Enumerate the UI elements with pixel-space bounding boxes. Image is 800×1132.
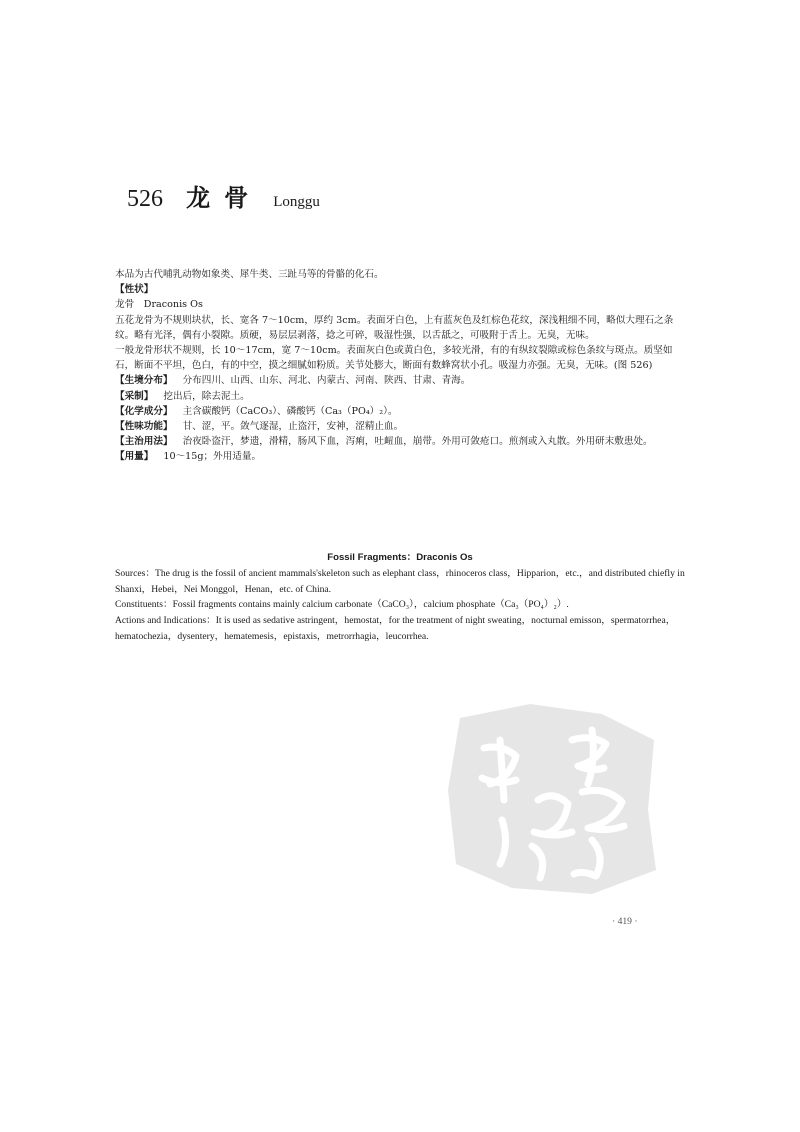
section-text: 挖出后，除去泥土。 <box>163 390 250 402</box>
section-label: 【采制】 <box>115 390 154 402</box>
english-actions: Actions and Indications：It is used as sedative astringent，hemostat，for the treatment of night sweating，nocturnal emisson，spermatorrhea，hematochezia，dysentery，hematemesis，epistaxis，metrorrhagia，leucorrhea. <box>115 615 676 642</box>
specimen-name: 龙骨 Draconis Os <box>115 299 203 311</box>
english-sources: Sources：The drug is the fossil of ancient mammals'skeleton such as elephant class，rhinoceros class，Hipparion，etc.，and distributed chiefly in Shanxi，Hebei，Nei Monggol，Henan，etc. of China. <box>115 567 685 595</box>
page-number: · 419 · <box>612 916 638 927</box>
description-wuhua: 五花龙骨为不规则块状，长、宽各 7～10cm，厚约 3cm。表面牙白色，上有蓝灰色及红棕色花纹，深浅粗细不同，略似大理石之条纹。略有光泽，偶有小裂隙。质硬，易层层剥落，捻之可碎，吸湿性强，以舌舐之，可吸附于舌上。无臭，无味。 <box>115 314 674 341</box>
english-constituents: Constituents：Fossil fragments contains mainly calcium carbonate（CaCO₃），calcium phosphate（Ca₃（PO₄）₂）. <box>115 599 569 611</box>
section-text: 分布四川、山西、山东、河北、内蒙古、河南、陕西、甘肃、青海。 <box>182 375 471 387</box>
section-label: 【性味功能】 <box>115 421 173 433</box>
chinese-body <box>115 267 675 465</box>
english-title: Fossil Fragments：Draconis Os <box>327 552 473 563</box>
seal-stamp-image <box>442 700 662 900</box>
section-text: 主含碳酸钙（CaCO₃）、磷酸钙（Ca₃（PO₄）₂）。 <box>182 405 398 417</box>
section-text: 甘、涩，平。敛气逐湿，止盗汗，安神，涩精止血。 <box>182 421 404 433</box>
entry-title-pinyin: Longgu <box>273 194 320 210</box>
section-dosage <box>115 449 675 464</box>
section-text: 治夜卧盗汗，梦遗，滑精，肠风下血，泻痢，吐衄血，崩带。外用可敛疮口。煎剂或入丸散。外用研末敷患处。 <box>182 436 653 448</box>
section-indications <box>115 434 675 449</box>
section-label: 【用量】 <box>115 451 154 463</box>
section-label: 【生境分布】 <box>115 375 173 387</box>
section-properties <box>115 419 675 434</box>
entry-title-chinese: 龙骨 <box>186 184 263 212</box>
section-chemistry <box>115 404 675 419</box>
section-text: 10～15g；外用适量。 <box>163 451 262 463</box>
section-collection <box>115 389 675 404</box>
section-label-xingzhuang: 【性状】 <box>115 284 154 296</box>
entry-number: 526 <box>127 186 163 212</box>
entry-heading <box>127 178 320 213</box>
english-summary <box>115 550 685 645</box>
section-habitat <box>115 373 675 388</box>
section-label: 【化学成分】 <box>115 405 173 417</box>
section-label: 【主治用法】 <box>115 436 173 448</box>
description-general: 一般龙骨形状不规则，长 10～17cm，宽 7～10cm。表面灰白色或黄白色，多较光滑，有的有纵纹裂隙或棕色条纹与斑点。质坚如石，断面不平坦，色白，有的中空，摸之细腻如粉质。关节处膨大，断面有数蜂窝状小孔。吸湿力亦强。无臭，无味。(图 526) <box>115 345 673 372</box>
intro-text: 本品为古代哺乳动物如象类、犀牛类、三趾马等的骨骼的化石。 <box>115 269 384 280</box>
